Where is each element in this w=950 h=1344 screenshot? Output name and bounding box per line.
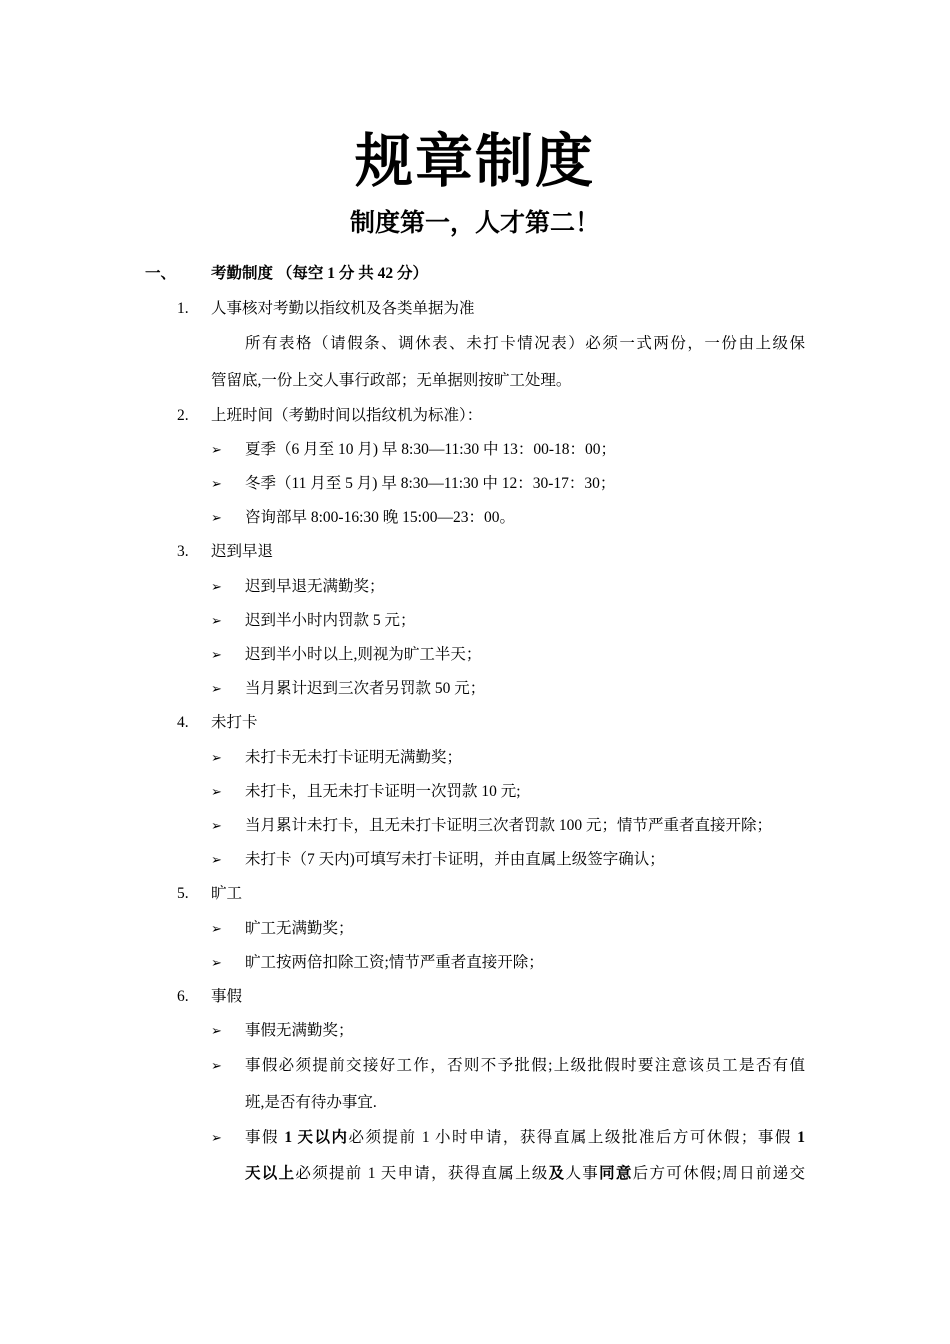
list-item: 当月累计迟到三次者另罚款 50 元； xyxy=(245,680,486,697)
bullet-icon: ➢ xyxy=(211,613,222,628)
list-item: 迟到早退无满勤奖； xyxy=(245,578,385,595)
list-item: 迟到半小时以上,则视为旷工半天； xyxy=(245,646,482,663)
list-item: 未打卡无未打卡证明无满勤奖； xyxy=(245,749,463,766)
page-title: 规章制度 xyxy=(354,129,595,194)
section-number: 一、 xyxy=(145,265,177,282)
bullet-icon: ➢ xyxy=(211,476,222,491)
item-number: 6. xyxy=(177,988,189,1005)
item-number: 1. xyxy=(177,300,189,317)
bullet-icon: ➢ xyxy=(211,442,222,457)
bullet-icon: ➢ xyxy=(211,1130,222,1145)
emphasis-text: 及 xyxy=(548,1165,566,1182)
bullet-icon: ➢ xyxy=(211,681,222,696)
bullet-icon: ➢ xyxy=(211,750,222,765)
section-heading: 考勤制度 （每空 1 分 共 42 分） xyxy=(211,265,429,282)
bullet-icon: ➢ xyxy=(211,510,222,525)
list-item-continuation: 班,是否有待办事宜. xyxy=(245,1094,377,1111)
text-run: 事假 xyxy=(245,1129,285,1146)
list-item: 未打卡，且无未打卡证明一次罚款 10 元; xyxy=(245,783,521,800)
text-run: 后方可休假;周日前递交 xyxy=(632,1165,805,1182)
item-number: 5. xyxy=(177,885,189,902)
item-title: 上班时间（考勤时间以指纹机为标准）： xyxy=(211,407,483,424)
text-run: 必须提前 1 天申请，获得直属上级 xyxy=(295,1165,549,1182)
paragraph-line: 管留底,一份上交人事行政部；无单据则按旷工处理。 xyxy=(211,372,572,389)
bullet-icon: ➢ xyxy=(211,1023,222,1038)
list-item-continuation xyxy=(245,1162,805,1186)
list-item: 当月累计未打卡，且无未打卡证明三次者罚款 100 元；情节严重者直接开除； xyxy=(245,817,773,834)
list-item xyxy=(245,1126,805,1150)
bullet-icon: ➢ xyxy=(211,1058,222,1073)
emphasis-text: 同意 xyxy=(599,1165,633,1182)
page-subtitle: 制度第一，人才第二！ xyxy=(349,210,600,237)
item-number: 3. xyxy=(177,543,189,560)
bullet-icon: ➢ xyxy=(211,579,222,594)
item-title: 旷工 xyxy=(211,885,243,902)
item-number: 2. xyxy=(177,407,189,424)
list-item: 事假无满勤奖； xyxy=(245,1022,354,1039)
bullet-icon: ➢ xyxy=(211,647,222,662)
item-number: 4. xyxy=(177,714,189,731)
bullet-icon: ➢ xyxy=(211,818,222,833)
list-item: 迟到半小时内罚款 5 元； xyxy=(245,612,416,629)
paragraph-line: 所有表格（请假条、调休表、未打卡情况表）必须一式两份，一份由上级保 xyxy=(245,335,805,352)
item-title: 未打卡 xyxy=(211,714,258,731)
item-title: 迟到早退 xyxy=(211,543,274,560)
bullet-icon: ➢ xyxy=(211,921,222,936)
bullet-icon: ➢ xyxy=(211,784,222,799)
emphasis-text: 天以上 xyxy=(245,1165,296,1182)
bullet-icon: ➢ xyxy=(211,955,222,970)
text-run: 人事 xyxy=(565,1165,600,1182)
list-item: 未打卡（7 天内)可填写未打卡证明，并由直属上级签字确认； xyxy=(245,851,665,868)
list-item: 咨询部早 8:00-16:30 晚 15:00—23：00。 xyxy=(245,509,515,526)
bullet-icon: ➢ xyxy=(211,852,222,867)
list-item: 夏季（6 月至 10 月) 早 8:30—11:30 中 13：00-18：00； xyxy=(245,441,616,458)
emphasis-text: 1 天以内 xyxy=(284,1129,349,1146)
text-run: 必须提前 1 小时申请，获得直属上级批准后方可休假；事假 xyxy=(348,1129,798,1146)
item-title: 人事核对考勤以指纹机及各类单据为准 xyxy=(211,300,475,317)
list-item: 旷工按两倍扣除工资;情节严重者直接开除； xyxy=(245,954,544,971)
item-title: 事假 xyxy=(211,988,243,1005)
emphasis-text: 1 xyxy=(797,1129,805,1146)
list-item: 旷工无满勤奖； xyxy=(245,920,354,937)
list-item: 冬季（11 月至 5 月) 早 8:30—11:30 中 12：30-17：30； xyxy=(245,475,616,492)
list-item: 事假必须提前交接好工作，否则不予批假;上级批假时要注意该员工是否有值 xyxy=(245,1057,805,1074)
